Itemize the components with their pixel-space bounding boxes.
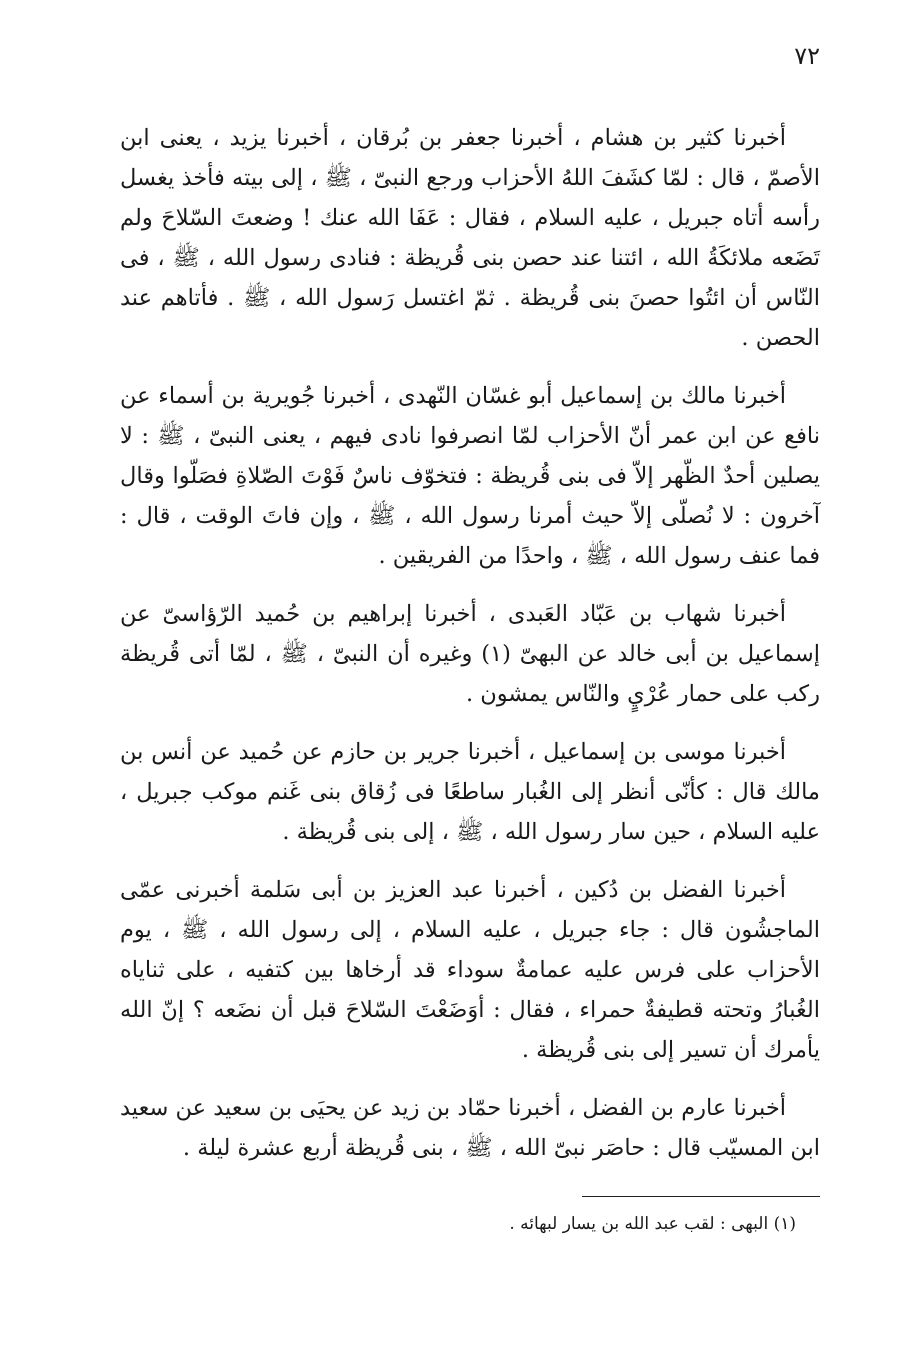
paragraph: أخبرنا موسى بن إسماعيل ، أخبرنا جرير بن حازم عن حُميد عن أنس بن مالك قال : كأنّى أنظر إلى الغُبار ساطعًا فى زُقاق بنى غَنم موكب جبريل ، عليه السلام ، حين سار رسول الله ، ﷺ ، إلى بنى قُريظة . <box>120 739 820 845</box>
body-text <box>120 118 820 1186</box>
footnote: (١) البهى : لقب عبد الله بن يسار لبهائه . <box>509 1214 796 1234</box>
paragraph: أخبرنا شهاب بن عَبّاد العَبدى ، أخبرنا إبراهيم بن حُميد الرّؤاسىّ عن إسماعيل بن أبى خالد عن البهىّ (١) وغيره أن النبىّ ، ﷺ ، لمّا أتى قُريظة ركب على حمار عُرْيٍ والنّاس يمشون . <box>120 601 820 707</box>
paragraph: أخبرنا كثير بن هشام ، أخبرنا جعفر بن بُرقان ، أخبرنا يزيد ، يعنى ابن الأصمّ ، قال : لمّا كشَفَ اللهُ الأحزاب ورجع النبىّ ، ﷺ ، إلى بيته فأخذ يغسل رأسه أتاه جبريل ، عليه السلام ، فقال : عَفَا الله عنك ! وضعتَ السّلاحَ ولم تَضَعه ملائكَةُ الله ، ائتنا عند حصن بنى قُريظة : فنادى رسول الله ، ﷺ ، فى النّاس أن ائتُوا حصنَ بنى قُريظة . ثمّ اغتسل رَسول الله ، ﷺ . فأتاهم عند الحصن . <box>120 125 820 351</box>
paragraph: أخبرنا الفضل بن دُكين ، أخبرنا عبد العزيز بن أبى سَلمة أخبرنى عمّى الماجشُون قال : جاء جبريل ، عليه السلام ، إلى رسول الله ، ﷺ ، يوم الأحزاب على فرس عليه عمامةٌ سوداء قد أرخاها بين كتفيه ، على ثناياه الغُبارُ وتحته قطيفةٌ حمراء ، فقال : أوَضَعْتَ السّلاحَ قبل أن نضَعه ؟ إنّ الله يأمرك أن تسير إلى بنى قُريظة . <box>120 877 820 1063</box>
footnote-divider <box>582 1196 820 1197</box>
page-number: ٧٢ <box>794 42 820 70</box>
paragraph: أخبرنا عارم بن الفضل ، أخبرنا حمّاد بن زيد عن يحيَى بن سعيد عن سعيد ابن المسيّب قال : حاصَر نبىّ الله ، ﷺ ، بنى قُريظة أربع عشرة ليلة . <box>120 1095 820 1161</box>
paragraph: أخبرنا مالك بن إسماعيل أبو غسّان النّهدى ، أخبرنا جُويرية بن أسماء عن نافع عن ابن عمر أنّ الأحزاب لمّا انصرفوا نادى فيهم ، يعنى النبىّ ، ﷺ : لا يصلين أحدٌ الظّهر إلاّ فى بنى قُريظة : فتخوّف ناسٌ فَوْتَ الصّلاةِ فصَلّوا وقال آخرون : لا نُصلّى إلاّ حيث أمرنا رسول الله ، ﷺ ، وإن فاتَ الوقت ، قال : فما عنف رسول الله ، ﷺ ، واحدًا من الفريقين . <box>120 383 820 569</box>
